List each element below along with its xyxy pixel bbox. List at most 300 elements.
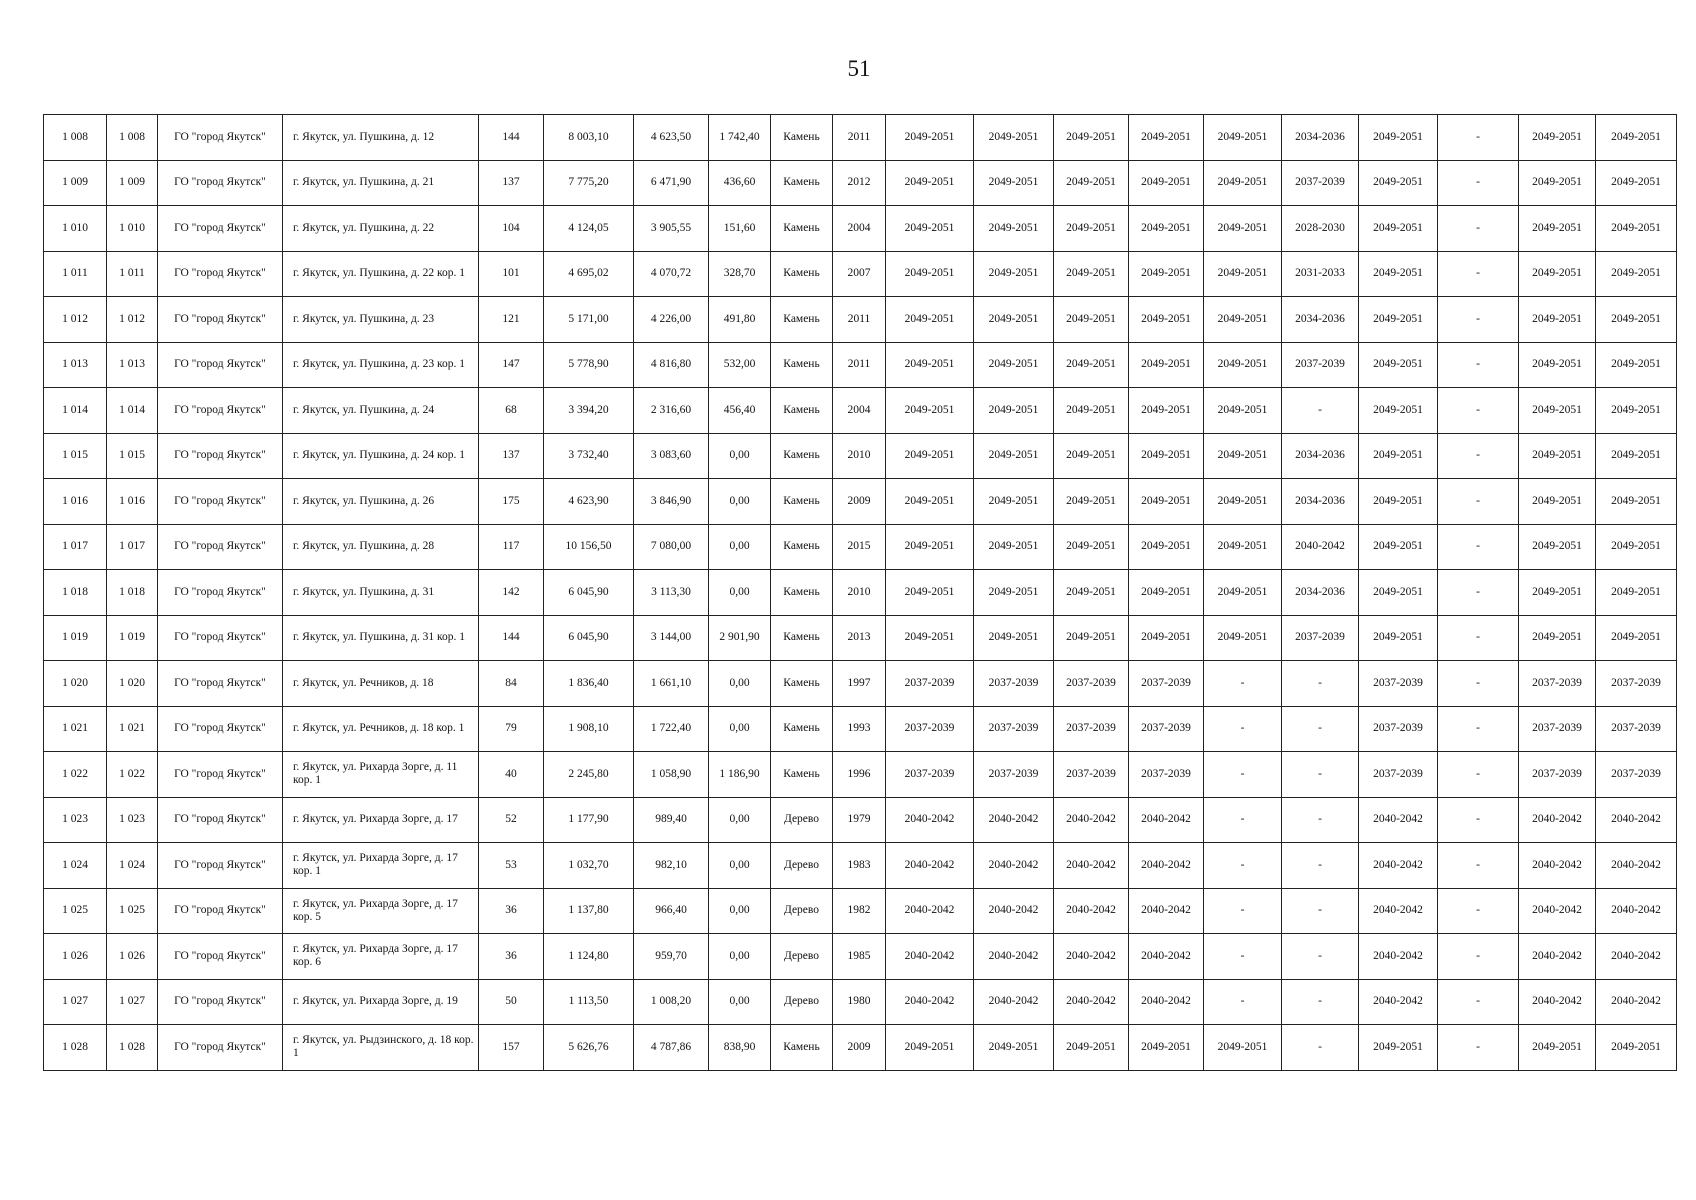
cell-year-built: 2010 bbox=[833, 433, 886, 479]
cell-period-8: - bbox=[1438, 843, 1519, 889]
cell-living-area: 989,40 bbox=[634, 797, 709, 843]
cell-non-residential-area: 0,00 bbox=[709, 433, 771, 479]
cell-period-2: 2049-2051 bbox=[974, 570, 1054, 616]
cell-municipality: ГО "город Якутск" bbox=[158, 297, 283, 343]
cell-living-area: 3 905,55 bbox=[634, 206, 709, 252]
cell-residents: 142 bbox=[479, 570, 544, 616]
cell-period-5: 2049-2051 bbox=[1204, 297, 1282, 343]
cell-period-3: 2040-2042 bbox=[1054, 979, 1129, 1025]
cell-period-10: 2049-2051 bbox=[1596, 570, 1677, 616]
cell-period-6: - bbox=[1282, 1025, 1359, 1071]
cell-period-8: - bbox=[1438, 888, 1519, 934]
cell-period-10: 2049-2051 bbox=[1596, 251, 1677, 297]
cell-period-1: 2037-2039 bbox=[886, 752, 974, 798]
cell-period-7: 2049-2051 bbox=[1359, 388, 1438, 434]
cell-period-8: - bbox=[1438, 797, 1519, 843]
cell-period-7: 2037-2039 bbox=[1359, 661, 1438, 707]
cell-object-number: 1 020 bbox=[107, 661, 158, 707]
cell-object-number: 1 027 bbox=[107, 979, 158, 1025]
cell-living-area: 7 080,00 bbox=[634, 524, 709, 570]
cell-year-built: 1983 bbox=[833, 843, 886, 889]
cell-row-number: 1 025 bbox=[44, 888, 107, 934]
cell-period-9: 2037-2039 bbox=[1519, 752, 1596, 798]
cell-living-area: 3 144,00 bbox=[634, 615, 709, 661]
cell-period-6: 2031-2033 bbox=[1282, 251, 1359, 297]
cell-period-2: 2049-2051 bbox=[974, 479, 1054, 525]
cell-year-built: 2015 bbox=[833, 524, 886, 570]
cell-period-7: 2040-2042 bbox=[1359, 797, 1438, 843]
cell-period-3: 2049-2051 bbox=[1054, 342, 1129, 388]
cell-residents: 144 bbox=[479, 115, 544, 161]
cell-address: г. Якутск, ул. Рихарда Зорге, д. 11 кор. 1 bbox=[283, 752, 479, 798]
cell-period-4: 2049-2051 bbox=[1129, 615, 1204, 661]
cell-period-3: 2040-2042 bbox=[1054, 934, 1129, 980]
cell-period-10: 2037-2039 bbox=[1596, 661, 1677, 707]
cell-period-5: - bbox=[1204, 888, 1282, 934]
cell-year-built: 1993 bbox=[833, 706, 886, 752]
cell-wall-material: Камень bbox=[771, 615, 833, 661]
cell-non-residential-area: 456,40 bbox=[709, 388, 771, 434]
cell-period-3: 2049-2051 bbox=[1054, 479, 1129, 525]
cell-period-6: - bbox=[1282, 888, 1359, 934]
cell-year-built: 2009 bbox=[833, 1025, 886, 1071]
cell-period-7: 2049-2051 bbox=[1359, 206, 1438, 252]
cell-address: г. Якутск, ул. Пушкина, д. 31 bbox=[283, 570, 479, 616]
page-number: 51 bbox=[847, 56, 871, 81]
cell-period-1: 2049-2051 bbox=[886, 479, 974, 525]
cell-period-9: 2049-2051 bbox=[1519, 479, 1596, 525]
cell-period-6: 2040-2042 bbox=[1282, 524, 1359, 570]
cell-total-area: 5 778,90 bbox=[544, 342, 634, 388]
cell-row-number: 1 027 bbox=[44, 979, 107, 1025]
cell-municipality: ГО "город Якутск" bbox=[158, 797, 283, 843]
cell-residents: 52 bbox=[479, 797, 544, 843]
cell-wall-material: Камень bbox=[771, 752, 833, 798]
cell-period-10: 2040-2042 bbox=[1596, 979, 1677, 1025]
cell-period-3: 2040-2042 bbox=[1054, 888, 1129, 934]
cell-residents: 137 bbox=[479, 433, 544, 479]
cell-period-8: - bbox=[1438, 297, 1519, 343]
cell-municipality: ГО "город Якутск" bbox=[158, 479, 283, 525]
cell-period-4: 2040-2042 bbox=[1129, 979, 1204, 1025]
cell-year-built: 1996 bbox=[833, 752, 886, 798]
cell-period-2: 2040-2042 bbox=[974, 843, 1054, 889]
cell-total-area: 4 124,05 bbox=[544, 206, 634, 252]
cell-period-8: - bbox=[1438, 388, 1519, 434]
cell-address: г. Якутск, ул. Пушкина, д. 21 bbox=[283, 160, 479, 206]
cell-period-2: 2040-2042 bbox=[974, 797, 1054, 843]
cell-living-area: 2 316,60 bbox=[634, 388, 709, 434]
cell-period-6: 2037-2039 bbox=[1282, 342, 1359, 388]
cell-year-built: 1997 bbox=[833, 661, 886, 707]
cell-wall-material: Дерево bbox=[771, 843, 833, 889]
cell-period-10: 2049-2051 bbox=[1596, 115, 1677, 161]
cell-period-7: 2049-2051 bbox=[1359, 251, 1438, 297]
cell-period-3: 2049-2051 bbox=[1054, 297, 1129, 343]
cell-period-1: 2049-2051 bbox=[886, 388, 974, 434]
cell-period-10: 2049-2051 bbox=[1596, 160, 1677, 206]
cell-object-number: 1 010 bbox=[107, 206, 158, 252]
cell-residents: 157 bbox=[479, 1025, 544, 1071]
cell-year-built: 2011 bbox=[833, 297, 886, 343]
cell-year-built: 2011 bbox=[833, 115, 886, 161]
cell-total-area: 1 137,80 bbox=[544, 888, 634, 934]
cell-non-residential-area: 0,00 bbox=[709, 797, 771, 843]
cell-row-number: 1 013 bbox=[44, 342, 107, 388]
cell-total-area: 2 245,80 bbox=[544, 752, 634, 798]
cell-row-number: 1 020 bbox=[44, 661, 107, 707]
table-row bbox=[44, 479, 1677, 525]
cell-period-10: 2040-2042 bbox=[1596, 934, 1677, 980]
cell-period-3: 2040-2042 bbox=[1054, 797, 1129, 843]
cell-period-7: 2049-2051 bbox=[1359, 570, 1438, 616]
cell-period-4: 2037-2039 bbox=[1129, 752, 1204, 798]
cell-municipality: ГО "город Якутск" bbox=[158, 706, 283, 752]
cell-municipality: ГО "город Якутск" bbox=[158, 570, 283, 616]
cell-period-2: 2037-2039 bbox=[974, 661, 1054, 707]
cell-residents: 121 bbox=[479, 297, 544, 343]
cell-period-8: - bbox=[1438, 979, 1519, 1025]
cell-municipality: ГО "город Якутск" bbox=[158, 524, 283, 570]
cell-period-3: 2040-2042 bbox=[1054, 843, 1129, 889]
cell-object-number: 1 021 bbox=[107, 706, 158, 752]
cell-wall-material: Камень bbox=[771, 388, 833, 434]
cell-period-4: 2049-2051 bbox=[1129, 433, 1204, 479]
table-row bbox=[44, 206, 1677, 252]
cell-period-7: 2049-2051 bbox=[1359, 160, 1438, 206]
cell-period-8: - bbox=[1438, 524, 1519, 570]
cell-non-residential-area: 532,00 bbox=[709, 342, 771, 388]
cell-period-8: - bbox=[1438, 934, 1519, 980]
cell-period-10: 2049-2051 bbox=[1596, 297, 1677, 343]
cell-living-area: 4 787,86 bbox=[634, 1025, 709, 1071]
cell-row-number: 1 016 bbox=[44, 479, 107, 525]
cell-period-5: - bbox=[1204, 706, 1282, 752]
cell-period-2: 2037-2039 bbox=[974, 752, 1054, 798]
cell-period-6: 2028-2030 bbox=[1282, 206, 1359, 252]
cell-period-7: 2049-2051 bbox=[1359, 433, 1438, 479]
cell-period-9: 2049-2051 bbox=[1519, 570, 1596, 616]
cell-period-3: 2049-2051 bbox=[1054, 1025, 1129, 1071]
cell-row-number: 1 009 bbox=[44, 160, 107, 206]
cell-object-number: 1 023 bbox=[107, 797, 158, 843]
cell-period-1: 2040-2042 bbox=[886, 797, 974, 843]
cell-object-number: 1 018 bbox=[107, 570, 158, 616]
cell-total-area: 1 124,80 bbox=[544, 934, 634, 980]
cell-period-6: - bbox=[1282, 661, 1359, 707]
cell-period-8: - bbox=[1438, 115, 1519, 161]
cell-period-9: 2040-2042 bbox=[1519, 934, 1596, 980]
cell-object-number: 1 016 bbox=[107, 479, 158, 525]
cell-municipality: ГО "город Якутск" bbox=[158, 615, 283, 661]
cell-non-residential-area: 491,80 bbox=[709, 297, 771, 343]
table-row bbox=[44, 661, 1677, 707]
cell-row-number: 1 018 bbox=[44, 570, 107, 616]
cell-period-3: 2037-2039 bbox=[1054, 752, 1129, 798]
cell-residents: 36 bbox=[479, 888, 544, 934]
cell-period-8: - bbox=[1438, 342, 1519, 388]
cell-living-area: 4 226,00 bbox=[634, 297, 709, 343]
cell-period-4: 2037-2039 bbox=[1129, 706, 1204, 752]
cell-year-built: 2012 bbox=[833, 160, 886, 206]
cell-non-residential-area: 0,00 bbox=[709, 479, 771, 525]
cell-row-number: 1 026 bbox=[44, 934, 107, 980]
cell-period-4: 2049-2051 bbox=[1129, 297, 1204, 343]
cell-period-5: 2049-2051 bbox=[1204, 251, 1282, 297]
cell-period-5: 2049-2051 bbox=[1204, 1025, 1282, 1071]
cell-living-area: 1 058,90 bbox=[634, 752, 709, 798]
cell-period-10: 2049-2051 bbox=[1596, 206, 1677, 252]
table-row bbox=[44, 251, 1677, 297]
cell-period-2: 2049-2051 bbox=[974, 251, 1054, 297]
cell-period-7: 2040-2042 bbox=[1359, 934, 1438, 980]
cell-period-2: 2049-2051 bbox=[974, 524, 1054, 570]
cell-residents: 36 bbox=[479, 934, 544, 980]
cell-period-3: 2037-2039 bbox=[1054, 706, 1129, 752]
cell-period-9: 2049-2051 bbox=[1519, 433, 1596, 479]
cell-object-number: 1 022 bbox=[107, 752, 158, 798]
cell-municipality: ГО "город Якутск" bbox=[158, 342, 283, 388]
cell-period-4: 2049-2051 bbox=[1129, 570, 1204, 616]
cell-municipality: ГО "город Якутск" bbox=[158, 979, 283, 1025]
cell-period-7: 2049-2051 bbox=[1359, 342, 1438, 388]
cell-period-9: 2049-2051 bbox=[1519, 206, 1596, 252]
cell-total-area: 5 171,00 bbox=[544, 297, 634, 343]
cell-residents: 137 bbox=[479, 160, 544, 206]
cell-address: г. Якутск, ул. Речников, д. 18 кор. 1 bbox=[283, 706, 479, 752]
cell-period-6: 2034-2036 bbox=[1282, 479, 1359, 525]
cell-period-6: - bbox=[1282, 797, 1359, 843]
cell-row-number: 1 022 bbox=[44, 752, 107, 798]
cell-period-6: 2034-2036 bbox=[1282, 297, 1359, 343]
cell-period-1: 2049-2051 bbox=[886, 206, 974, 252]
cell-wall-material: Камень bbox=[771, 206, 833, 252]
cell-period-10: 2049-2051 bbox=[1596, 342, 1677, 388]
cell-period-7: 2037-2039 bbox=[1359, 706, 1438, 752]
cell-wall-material: Камень bbox=[771, 342, 833, 388]
cell-residents: 68 bbox=[479, 388, 544, 434]
cell-period-1: 2040-2042 bbox=[886, 934, 974, 980]
cell-address: г. Якутск, ул. Рихарда Зорге, д. 17 кор. 1 bbox=[283, 843, 479, 889]
cell-year-built: 1985 bbox=[833, 934, 886, 980]
cell-address: г. Якутск, ул. Пушкина, д. 22 bbox=[283, 206, 479, 252]
cell-period-8: - bbox=[1438, 570, 1519, 616]
cell-wall-material: Камень bbox=[771, 297, 833, 343]
cell-address: г. Якутск, ул. Пушкина, д. 31 кор. 1 bbox=[283, 615, 479, 661]
cell-period-10: 2049-2051 bbox=[1596, 433, 1677, 479]
cell-period-1: 2049-2051 bbox=[886, 115, 974, 161]
cell-total-area: 8 003,10 bbox=[544, 115, 634, 161]
cell-address: г. Якутск, ул. Пушкина, д. 12 bbox=[283, 115, 479, 161]
cell-address: г. Якутск, ул. Пушкина, д. 22 кор. 1 bbox=[283, 251, 479, 297]
cell-address: г. Якутск, ул. Пушкина, д. 26 bbox=[283, 479, 479, 525]
cell-period-9: 2049-2051 bbox=[1519, 342, 1596, 388]
housing-register-table bbox=[43, 114, 1677, 1071]
cell-residents: 147 bbox=[479, 342, 544, 388]
cell-wall-material: Камень bbox=[771, 479, 833, 525]
cell-total-area: 3 394,20 bbox=[544, 388, 634, 434]
cell-row-number: 1 014 bbox=[44, 388, 107, 434]
cell-period-6: - bbox=[1282, 706, 1359, 752]
cell-non-residential-area: 328,70 bbox=[709, 251, 771, 297]
cell-period-5: - bbox=[1204, 752, 1282, 798]
cell-year-built: 2011 bbox=[833, 342, 886, 388]
table-row bbox=[44, 797, 1677, 843]
cell-total-area: 4 623,90 bbox=[544, 479, 634, 525]
cell-row-number: 1 015 bbox=[44, 433, 107, 479]
cell-municipality: ГО "город Якутск" bbox=[158, 1025, 283, 1071]
cell-address: г. Якутск, ул. Рыдзинского, д. 18 кор. 1 bbox=[283, 1025, 479, 1071]
cell-period-10: 2040-2042 bbox=[1596, 888, 1677, 934]
cell-period-4: 2040-2042 bbox=[1129, 843, 1204, 889]
cell-period-8: - bbox=[1438, 1025, 1519, 1071]
cell-period-4: 2040-2042 bbox=[1129, 797, 1204, 843]
cell-period-5: 2049-2051 bbox=[1204, 342, 1282, 388]
table-row bbox=[44, 388, 1677, 434]
cell-period-5: 2049-2051 bbox=[1204, 388, 1282, 434]
cell-wall-material: Камень bbox=[771, 524, 833, 570]
cell-period-5: 2049-2051 bbox=[1204, 433, 1282, 479]
table-row bbox=[44, 524, 1677, 570]
cell-period-6: 2034-2036 bbox=[1282, 433, 1359, 479]
cell-address: г. Якутск, ул. Рихарда Зорге, д. 17 bbox=[283, 797, 479, 843]
cell-total-area: 1 836,40 bbox=[544, 661, 634, 707]
cell-address: г. Якутск, ул. Пушкина, д. 24 кор. 1 bbox=[283, 433, 479, 479]
cell-residents: 144 bbox=[479, 615, 544, 661]
cell-living-area: 3 113,30 bbox=[634, 570, 709, 616]
cell-living-area: 959,70 bbox=[634, 934, 709, 980]
cell-object-number: 1 008 bbox=[107, 115, 158, 161]
cell-period-4: 2049-2051 bbox=[1129, 1025, 1204, 1071]
cell-living-area: 1 008,20 bbox=[634, 979, 709, 1025]
cell-address: г. Якутск, ул. Пушкина, д. 23 кор. 1 bbox=[283, 342, 479, 388]
cell-wall-material: Камень bbox=[771, 251, 833, 297]
cell-non-residential-area: 0,00 bbox=[709, 934, 771, 980]
cell-wall-material: Камень bbox=[771, 1025, 833, 1071]
cell-period-1: 2049-2051 bbox=[886, 570, 974, 616]
cell-row-number: 1 012 bbox=[44, 297, 107, 343]
cell-period-7: 2049-2051 bbox=[1359, 479, 1438, 525]
cell-period-9: 2040-2042 bbox=[1519, 888, 1596, 934]
cell-period-2: 2040-2042 bbox=[974, 934, 1054, 980]
cell-address: г. Якутск, ул. Речников, д. 18 bbox=[283, 661, 479, 707]
cell-period-2: 2049-2051 bbox=[974, 297, 1054, 343]
cell-residents: 104 bbox=[479, 206, 544, 252]
cell-period-8: - bbox=[1438, 752, 1519, 798]
cell-object-number: 1 012 bbox=[107, 297, 158, 343]
cell-address: г. Якутск, ул. Рихарда Зорге, д. 19 bbox=[283, 979, 479, 1025]
cell-total-area: 7 775,20 bbox=[544, 160, 634, 206]
table-body bbox=[44, 115, 1677, 1071]
cell-total-area: 5 626,76 bbox=[544, 1025, 634, 1071]
cell-living-area: 966,40 bbox=[634, 888, 709, 934]
cell-object-number: 1 009 bbox=[107, 160, 158, 206]
cell-period-1: 2037-2039 bbox=[886, 661, 974, 707]
cell-period-1: 2049-2051 bbox=[886, 342, 974, 388]
cell-address: г. Якутск, ул. Рихарда Зорге, д. 17 кор. 5 bbox=[283, 888, 479, 934]
cell-period-10: 2049-2051 bbox=[1596, 479, 1677, 525]
cell-wall-material: Камень bbox=[771, 115, 833, 161]
cell-living-area: 982,10 bbox=[634, 843, 709, 889]
cell-non-residential-area: 1 186,90 bbox=[709, 752, 771, 798]
cell-non-residential-area: 1 742,40 bbox=[709, 115, 771, 161]
cell-period-6: - bbox=[1282, 979, 1359, 1025]
cell-period-5: 2049-2051 bbox=[1204, 615, 1282, 661]
cell-total-area: 1 113,50 bbox=[544, 979, 634, 1025]
cell-total-area: 3 732,40 bbox=[544, 433, 634, 479]
cell-period-1: 2040-2042 bbox=[886, 888, 974, 934]
cell-wall-material: Дерево bbox=[771, 979, 833, 1025]
cell-residents: 175 bbox=[479, 479, 544, 525]
cell-period-3: 2049-2051 bbox=[1054, 524, 1129, 570]
cell-municipality: ГО "город Якутск" bbox=[158, 251, 283, 297]
cell-period-2: 2040-2042 bbox=[974, 979, 1054, 1025]
cell-residents: 101 bbox=[479, 251, 544, 297]
cell-living-area: 4 816,80 bbox=[634, 342, 709, 388]
cell-residents: 79 bbox=[479, 706, 544, 752]
cell-period-7: 2049-2051 bbox=[1359, 524, 1438, 570]
cell-period-3: 2049-2051 bbox=[1054, 160, 1129, 206]
cell-year-built: 2010 bbox=[833, 570, 886, 616]
table-row bbox=[44, 342, 1677, 388]
cell-object-number: 1 015 bbox=[107, 433, 158, 479]
cell-object-number: 1 024 bbox=[107, 843, 158, 889]
table-row bbox=[44, 979, 1677, 1025]
cell-period-7: 2040-2042 bbox=[1359, 979, 1438, 1025]
cell-wall-material: Камень bbox=[771, 706, 833, 752]
cell-period-8: - bbox=[1438, 160, 1519, 206]
cell-address: г. Якутск, ул. Пушкина, д. 24 bbox=[283, 388, 479, 434]
cell-living-area: 3 846,90 bbox=[634, 479, 709, 525]
table-row bbox=[44, 934, 1677, 980]
cell-period-10: 2049-2051 bbox=[1596, 1025, 1677, 1071]
cell-period-5: - bbox=[1204, 797, 1282, 843]
cell-non-residential-area: 838,90 bbox=[709, 1025, 771, 1071]
cell-period-5: 2049-2051 bbox=[1204, 160, 1282, 206]
cell-period-1: 2037-2039 bbox=[886, 706, 974, 752]
cell-period-9: 2040-2042 bbox=[1519, 979, 1596, 1025]
cell-period-9: 2049-2051 bbox=[1519, 297, 1596, 343]
table-row bbox=[44, 752, 1677, 798]
cell-row-number: 1 024 bbox=[44, 843, 107, 889]
cell-non-residential-area: 0,00 bbox=[709, 570, 771, 616]
cell-period-6: 2037-2039 bbox=[1282, 615, 1359, 661]
cell-period-1: 2040-2042 bbox=[886, 843, 974, 889]
cell-address: г. Якутск, ул. Пушкина, д. 28 bbox=[283, 524, 479, 570]
cell-period-2: 2040-2042 bbox=[974, 888, 1054, 934]
cell-period-5: 2049-2051 bbox=[1204, 206, 1282, 252]
cell-residents: 84 bbox=[479, 661, 544, 707]
cell-period-2: 2049-2051 bbox=[974, 115, 1054, 161]
cell-living-area: 1 661,10 bbox=[634, 661, 709, 707]
cell-period-8: - bbox=[1438, 706, 1519, 752]
cell-period-7: 2040-2042 bbox=[1359, 843, 1438, 889]
cell-period-4: 2037-2039 bbox=[1129, 661, 1204, 707]
cell-wall-material: Дерево bbox=[771, 888, 833, 934]
cell-period-9: 2049-2051 bbox=[1519, 251, 1596, 297]
cell-year-built: 1982 bbox=[833, 888, 886, 934]
cell-period-4: 2049-2051 bbox=[1129, 160, 1204, 206]
cell-period-2: 2037-2039 bbox=[974, 706, 1054, 752]
cell-period-4: 2049-2051 bbox=[1129, 388, 1204, 434]
cell-period-9: 2049-2051 bbox=[1519, 160, 1596, 206]
cell-period-3: 2049-2051 bbox=[1054, 615, 1129, 661]
cell-period-1: 2049-2051 bbox=[886, 1025, 974, 1071]
cell-period-4: 2049-2051 bbox=[1129, 115, 1204, 161]
table-row bbox=[44, 570, 1677, 616]
cell-non-residential-area: 2 901,90 bbox=[709, 615, 771, 661]
cell-period-5: - bbox=[1204, 979, 1282, 1025]
